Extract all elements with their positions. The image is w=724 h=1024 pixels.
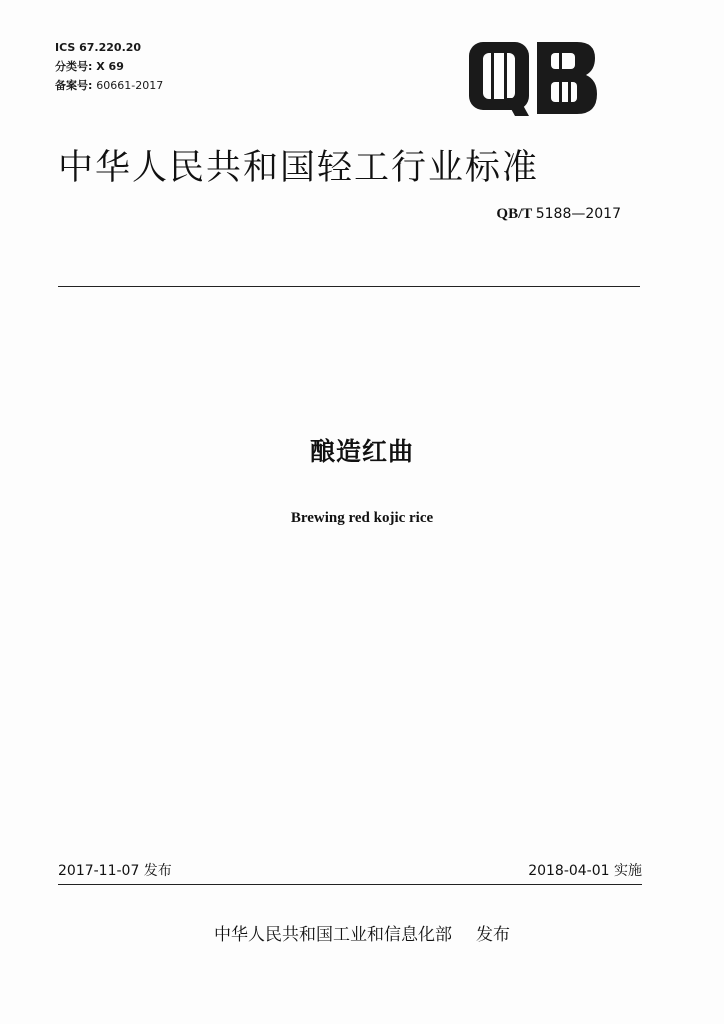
category-value: X 69 bbox=[96, 60, 124, 73]
standard-title: 中华人民共和国轻工行业标准 bbox=[58, 148, 540, 188]
logo-letter-b bbox=[537, 42, 597, 114]
bottom-divider bbox=[58, 884, 642, 885]
document-title-cn: 酿造红曲 bbox=[309, 437, 414, 466]
standard-code-number: 5188—2017 bbox=[535, 206, 621, 222]
publish-label: 发布 bbox=[476, 925, 510, 945]
qb-logo bbox=[467, 40, 599, 118]
standard-code-prefix: QB/T bbox=[496, 206, 532, 222]
publisher-name: 中华人民共和国工业和信息化部 bbox=[214, 925, 452, 945]
classification-block bbox=[55, 38, 163, 95]
standard-code bbox=[496, 206, 621, 223]
record-number bbox=[55, 76, 163, 95]
effective-date: 2018-04-01 实施 bbox=[528, 863, 642, 879]
document-title-en: Brewing red kojic rice bbox=[290, 510, 434, 526]
publisher-line bbox=[0, 920, 724, 945]
record-value: 60661-2017 bbox=[96, 79, 164, 92]
record-label: 备案号: bbox=[55, 79, 93, 92]
category-code bbox=[55, 57, 163, 76]
ics-code: ICS 67.220.20 bbox=[55, 41, 142, 54]
issue-date: 2017-11-07 发布 bbox=[58, 863, 172, 879]
top-divider bbox=[58, 286, 640, 287]
category-label: 分类号: bbox=[55, 60, 93, 73]
logo-letter-q bbox=[469, 42, 529, 116]
